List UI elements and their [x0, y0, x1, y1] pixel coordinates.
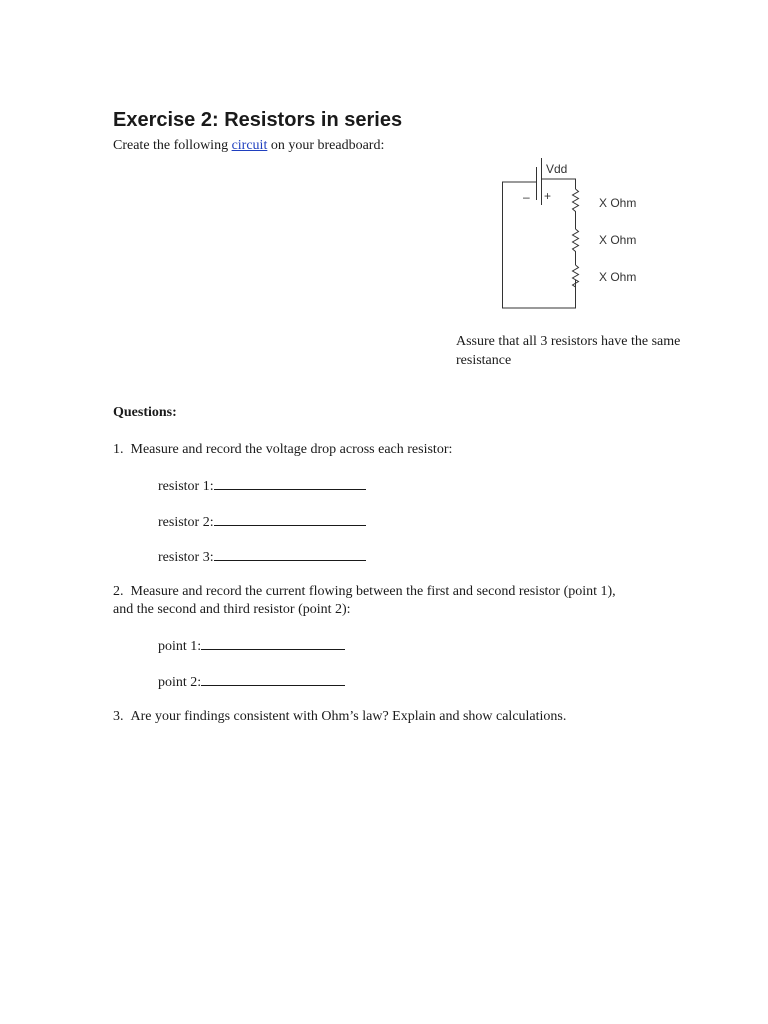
- resistor-2: [573, 229, 579, 265]
- note-line-1: Assure that all 3 resistors have the same: [456, 334, 681, 349]
- answer-blank-resistor-1[interactable]: [214, 476, 366, 490]
- resistor-3-label: X Ohm: [599, 270, 637, 284]
- wire-top: [542, 179, 576, 189]
- intro-text-before: Create the following: [113, 138, 232, 153]
- answer-row: [158, 512, 366, 532]
- page-title: Exercise 2: Resistors in series: [113, 109, 403, 131]
- answer-row: [158, 636, 345, 656]
- resistor-1-label: X Ohm: [599, 196, 637, 210]
- answer-blank-point-1[interactable]: [201, 636, 345, 650]
- answer-row: [158, 672, 345, 692]
- question-2-number: 2.: [113, 584, 124, 599]
- intro-text-after: on your breadboard:: [267, 138, 385, 153]
- intro-line: [113, 137, 384, 155]
- resistor-2-label: X Ohm: [599, 233, 637, 247]
- questions-heading: Questions:: [113, 405, 177, 420]
- answer-label: point 1:: [158, 639, 202, 654]
- answer-row: [158, 547, 366, 567]
- answer-blank-resistor-2[interactable]: [214, 512, 366, 526]
- answer-label: resistor 2:: [158, 515, 214, 530]
- supply-label: Vdd: [546, 162, 568, 176]
- circuit-link[interactable]: circuit: [231, 138, 268, 153]
- answer-blank-resistor-3[interactable]: [214, 547, 366, 561]
- answer-row: [158, 476, 366, 496]
- question-2-text-1: Measure and record the current flowing between the first and second resistor (point 1),: [130, 584, 616, 599]
- question-3-text: Are your findings consistent with Ohm’s law? Explain and show calculations.: [130, 709, 567, 724]
- resistor-1: [573, 189, 579, 229]
- question-1-number: 1.: [113, 442, 124, 457]
- wire-left-bottom: [503, 182, 576, 308]
- answer-label: resistor 3:: [158, 550, 214, 565]
- note-line-2: resistance: [456, 353, 512, 368]
- plus-sign: +: [544, 189, 552, 203]
- question-3-number: 3.: [113, 709, 124, 724]
- question-2-line-1: [113, 583, 616, 601]
- answer-label: resistor 1:: [158, 479, 214, 494]
- circuit-diagram: [495, 155, 655, 315]
- minus-sign: –: [523, 190, 530, 204]
- question-2-line-2: and the second and third resistor (point 2):: [113, 602, 351, 617]
- answer-label: point 2:: [158, 675, 202, 690]
- question-1-text: Measure and record the voltage drop across each resistor:: [130, 442, 453, 457]
- question-3: [113, 708, 566, 726]
- question-1: [113, 441, 452, 459]
- answer-blank-point-2[interactable]: [201, 672, 345, 686]
